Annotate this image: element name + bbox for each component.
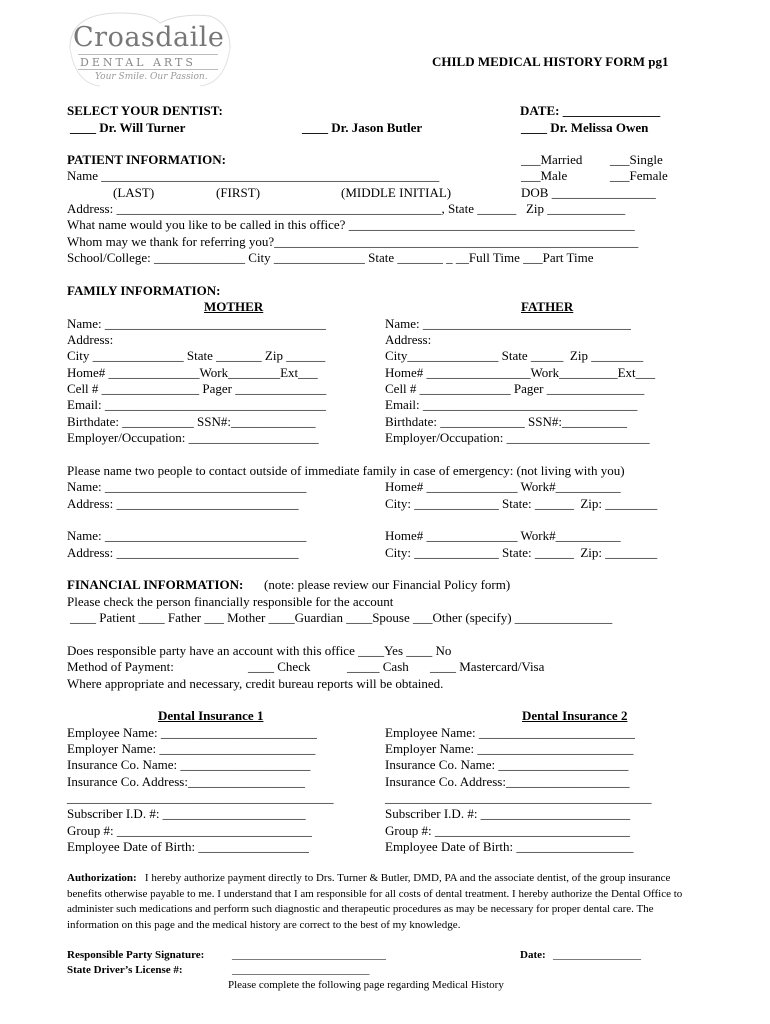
ins2-subscriber-id-field[interactable]: Subscriber I.D. #: _______________________ (385, 806, 631, 821)
payment-method-label: Method of Payment: (67, 659, 174, 674)
payment-cash-option[interactable]: _____ Cash (347, 659, 409, 674)
payment-check-option[interactable]: ____ Check (248, 659, 311, 674)
dentist-option-owen[interactable]: ____ Dr. Melissa Owen (521, 120, 649, 135)
emergency2-name-field[interactable]: Name: _______________________________ (67, 528, 307, 543)
patient-address-field[interactable]: Address: __________________________________________________, State ______ Zip ____________ (67, 201, 626, 216)
form-title: CHILD MEDICAL HISTORY FORM pg1 (432, 54, 669, 69)
ins1-company-name-field[interactable]: Insurance Co. Name: ____________________ (67, 757, 311, 772)
mother-name-field[interactable]: Name: __________________________________ (67, 316, 326, 331)
ins2-employee-name-field[interactable]: Employee Name: ________________________ (385, 725, 635, 740)
emergency1-address-field[interactable]: Address: ____________________________ (67, 496, 299, 511)
signature-field[interactable]: ____________________________ (232, 949, 386, 961)
footer-note: Please complete the following page regarding Medical History (228, 979, 504, 991)
account-question[interactable]: Does responsible party have an account with this office ____Yes ____ No (67, 643, 452, 658)
ins2-company-name-field[interactable]: Insurance Co. Name: ____________________ (385, 757, 629, 772)
insurance1-heading: Dental Insurance 1 (158, 708, 264, 723)
license-field[interactable]: _________________________ (232, 964, 370, 976)
patient-heading: PATIENT INFORMATION: (67, 152, 227, 167)
ins1-group-field[interactable]: Group #: ______________________________ (67, 823, 312, 838)
male-checkbox[interactable]: ___Male (521, 168, 568, 183)
mother-city-field[interactable]: City ______________ State _______ Zip ______ (67, 348, 326, 363)
mother-employer-field[interactable]: Employer/Occupation: ____________________ (67, 430, 319, 445)
ins1-address-line2[interactable]: _________________________________________ (67, 790, 334, 805)
emergency2-phone-field[interactable]: Home# ______________ Work#__________ (385, 528, 621, 543)
financial-check-label: Please check the person financially responsible for the account (67, 594, 394, 609)
mother-heading: MOTHER (204, 299, 264, 314)
preferred-name-field[interactable]: What name would you like to be called in this office? ____________________________________________ (67, 217, 635, 232)
signature-date-field[interactable]: ________________ (553, 949, 641, 961)
ins2-company-address-field[interactable]: Insurance Co. Address:___________________ (385, 774, 630, 789)
married-checkbox[interactable]: ___Married (521, 152, 583, 167)
authorization-label: Authorization: (67, 872, 137, 884)
logo-divider (78, 54, 218, 55)
ins1-company-address-field[interactable]: Insurance Co. Address:__________________ (67, 774, 305, 789)
dentist-option-turner[interactable]: ____ Dr. Will Turner (70, 120, 186, 135)
payment-card-option[interactable]: ____ Mastercard/Visa (430, 659, 545, 674)
emergency-intro: Please name two people to contact outside of immediate family in case of emergency: (not living with you) (67, 463, 625, 478)
dentist-option-butler[interactable]: ____ Dr. Jason Butler (302, 120, 423, 135)
ins1-employee-name-field[interactable]: Employee Name: ________________________ (67, 725, 317, 740)
father-name-field[interactable]: Name: ________________________________ (385, 316, 631, 331)
logo-tagline: Your Smile. Our Passion. (95, 72, 208, 82)
logo-subtitle: DENTAL ARTS (80, 56, 196, 69)
mother-birthdate-field[interactable]: Birthdate: ___________ SSN#:_____________ (67, 414, 316, 429)
ins2-employer-name-field[interactable]: Employer Name: ________________________ (385, 741, 634, 756)
financial-heading: FINANCIAL INFORMATION: (67, 577, 244, 592)
ins2-address-line2[interactable]: _________________________________________ (385, 790, 652, 805)
ins1-employer-name-field[interactable]: Employer Name: ________________________ (67, 741, 316, 756)
logo-divider (78, 69, 218, 70)
logo-name: Croasdaile (73, 22, 225, 53)
father-address-field[interactable]: Address: (385, 332, 432, 347)
father-birthdate-field[interactable]: Birthdate: _____________ SSN#:__________ (385, 414, 627, 429)
school-field[interactable]: School/College: ______________ City ______________ State _______ _ __Full Time ___Part Time (67, 250, 594, 265)
insurance2-heading: Dental Insurance 2 (522, 708, 628, 723)
emergency1-city-field[interactable]: City: _____________ State: ______ Zip: ________ (385, 496, 658, 511)
mother-address-field[interactable]: Address: (67, 332, 114, 347)
date-field[interactable]: DATE: _______________ (520, 103, 661, 118)
credit-notice: Where appropriate and necessary, credit bureau reports will be obtained. (67, 676, 444, 691)
ins1-subscriber-id-field[interactable]: Subscriber I.D. #: ______________________ (67, 806, 306, 821)
patient-name-field[interactable]: Name ____________________________________________________ (67, 168, 440, 183)
father-phone-field[interactable]: Home# ________________Work_________Ext___ (385, 365, 656, 380)
father-city-field[interactable]: City______________ State _____ Zip ________ (385, 348, 644, 363)
mother-email-field[interactable]: Email: __________________________________ (67, 397, 326, 412)
emergency1-name-field[interactable]: Name: _______________________________ (67, 479, 307, 494)
mother-cell-field[interactable]: Cell # _______________ Pager ______________ (67, 381, 327, 396)
first-name-label: (FIRST) (216, 185, 261, 200)
license-label: State Driver’s License #: (67, 964, 183, 976)
referral-field[interactable]: Whom may we thank for referring you?________________________________________________________ (67, 234, 639, 249)
emergency1-phone-field[interactable]: Home# ______________ Work#__________ (385, 479, 621, 494)
father-heading: FATHER (521, 299, 574, 314)
financial-note: (note: please review our Financial Policy form) (264, 577, 511, 592)
father-employer-field[interactable]: Employer/Occupation: ______________________ (385, 430, 650, 445)
father-email-field[interactable]: Email: _________________________________ (385, 397, 638, 412)
emergency2-city-field[interactable]: City: _____________ State: ______ Zip: ________ (385, 545, 658, 560)
ins1-dob-field[interactable]: Employee Date of Birth: _________________ (67, 839, 309, 854)
signature-label: Responsible Party Signature: (67, 949, 205, 961)
last-name-label: (LAST) (113, 185, 155, 200)
middle-initial-label: (MIDDLE INITIAL) (341, 185, 452, 200)
responsible-party-options[interactable]: ____ Patient ____ Father ___ Mother ____Guardian ____Spouse ___Other (specify) _______________ (70, 610, 613, 625)
female-checkbox[interactable]: ___Female (610, 168, 668, 183)
single-checkbox[interactable]: ___Single (610, 152, 663, 167)
dob-field[interactable]: DOB ________________ (521, 185, 656, 200)
mother-phone-field[interactable]: Home# ______________Work________Ext___ (67, 365, 318, 380)
authorization-text: I hereby authorize payment directly to Drs. Turner & Butler, DMD, PA and the associate dentist, of the group insurance benefits otherwise payable to me. I understand that I am responsible for all costs of dental treatment. I hereby authorize the Dental Office to administer such medications and perform such diagnostic and therapeutic procedures as may be necessary for proper dental care. The information on this page and the medical history are correct to the best of my knowledge. (67, 872, 683, 931)
ins2-group-field[interactable]: Group #: ______________________________ (385, 823, 630, 838)
dentist-heading: SELECT YOUR DENTIST: (67, 103, 223, 118)
ins2-dob-field[interactable]: Employee Date of Birth: __________________ (385, 839, 634, 854)
family-heading: FAMILY INFORMATION: (67, 283, 221, 298)
father-cell-field[interactable]: Cell # ______________ Pager _______________ (385, 381, 645, 396)
authorization-paragraph (67, 871, 707, 933)
emergency2-address-field[interactable]: Address: ____________________________ (67, 545, 299, 560)
signature-date-label: Date: (520, 949, 546, 961)
